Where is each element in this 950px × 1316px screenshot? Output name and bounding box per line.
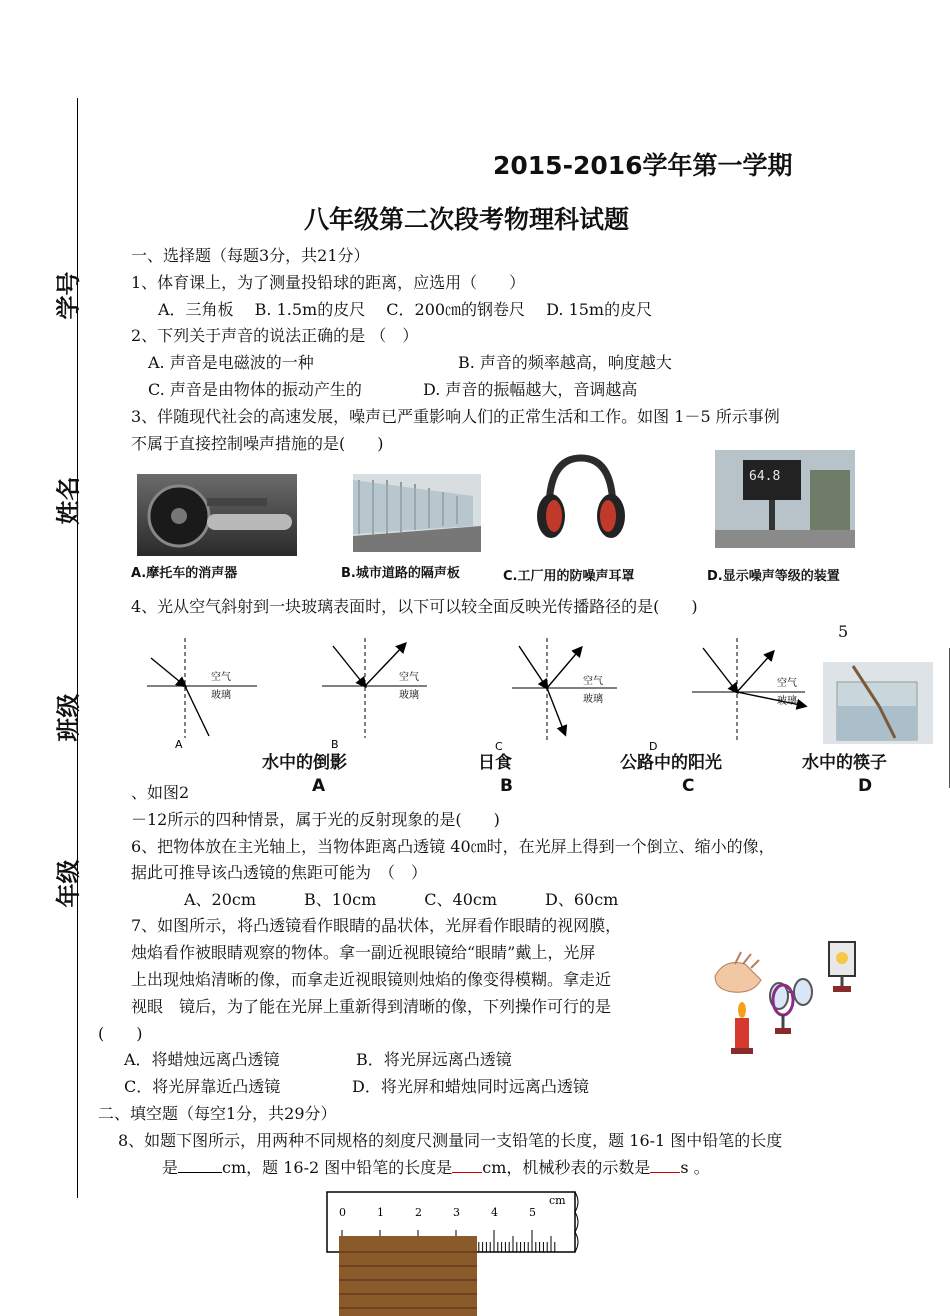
side-label-grade: 年级 [54, 859, 83, 908]
ruler-tick-1: 1 [377, 1206, 384, 1219]
q5-line2: －12所示的四种情景，属于光的反射现象的是( ) [131, 810, 500, 829]
q5-overlay-letter-a: A [312, 776, 326, 796]
q4-stem: 4、光从空气斜射到一块玻璃表面时，以下可以较全面反映光传播路径的是( ) [131, 597, 698, 616]
side-label-student-id: 学号 [54, 271, 83, 320]
q2-option-c: C. 声音是由物体的振动产生的 [148, 380, 362, 399]
q7-line4: 视眼 镜后，为了能在光屏上重新得到清晰的像，下列操作可行的是 [131, 997, 612, 1016]
q3-caption-a: A.摩托车的消声器 [131, 566, 238, 581]
q5-overlay-fragment-a: 水中的倒影 [262, 753, 347, 773]
q5-line1: 、如图2 [131, 783, 190, 802]
q4-diagram-b [322, 638, 427, 751]
q4-label-d: D [649, 740, 658, 753]
q7-line3: 上出现烛焰清晰的像，而拿走近视眼镜则烛焰的像变得模糊。拿走近 [131, 970, 612, 989]
q5-overlay-fragment-b: 日食 [478, 753, 512, 773]
ruler-tick-0: 0 [339, 1206, 346, 1219]
q5-overlay-fragment-d: 水中的筷子 [802, 753, 887, 773]
q5-overlay-letter-c: C [682, 776, 695, 796]
svg-text:玻璃: 玻璃 [583, 694, 603, 705]
q8-text-part3: cm，机械秒表的示数是 [482, 1158, 651, 1177]
q2-option-d: D. 声音的振幅越大，音调越高 [423, 380, 638, 399]
q8-text-part2: cm，题 16-2 图中铅笔的长度是 [222, 1158, 453, 1177]
q4-label-b: B [331, 738, 339, 751]
svg-text:空气: 空气 [777, 678, 797, 689]
ruler-unit: cm [549, 1194, 566, 1207]
q3-display-value: 64.8 [749, 469, 781, 484]
q6-options: A、20cm B、10cm C、40cm D、60cm [184, 890, 619, 909]
q7-option-a: A．将蜡烛远离凸透镜 [124, 1050, 280, 1069]
q4-stray-number: 5 [838, 622, 849, 641]
binding-line [77, 98, 78, 1198]
q1-options: A．三角板 B. 1.5m的皮尺 C．200㎝的钢卷尺 D. 15m的皮尺 [158, 300, 653, 319]
q3-caption-c: C.工厂用的防噪声耳罩 [503, 569, 635, 584]
q3-photo-sound-barrier [353, 474, 481, 552]
q1-stem: 1、体育课上，为了测量投铅球的距离，应选用（ ） [131, 273, 526, 292]
q7-eye-model-illustration [705, 934, 870, 1058]
q4-diagram-a [147, 638, 257, 751]
svg-text:玻璃: 玻璃 [777, 696, 797, 707]
side-label-name: 姓名 [54, 476, 83, 525]
q2-option-a: A. 声音是电磁波的一种 [148, 353, 314, 372]
q7-option-d: D．将光屏和蜡烛同时远离凸透镜 [352, 1077, 589, 1096]
q3-caption-b: B.城市道路的隔声板 [341, 566, 460, 581]
q2-option-b: B. 声音的频率越高，响度越大 [458, 353, 672, 372]
q4-diagram-c [495, 638, 617, 753]
q5-overlay-fragment-c: 公路中的阳光 [620, 753, 722, 773]
q8-blank-1[interactable] [178, 1158, 222, 1173]
q8-line1: 8、如题下图所示，用两种不同规格的刻度尺测量同一支铅笔的长度，题 16-1 图中铅笔的长度 [118, 1131, 783, 1150]
ruler-tick-4: 4 [491, 1206, 498, 1219]
svg-text:玻璃: 玻璃 [399, 690, 419, 701]
exam-term: 2015-2016学年第一学期 [493, 151, 793, 180]
q3-photo-noise-display [715, 450, 855, 548]
q5-photo-chopsticks-in-water [823, 662, 933, 744]
q3-photo-earmuffs [533, 452, 629, 542]
q2-stem: 2、下列关于声音的说法正确的是 （ ） [131, 326, 419, 345]
q8-blank-3[interactable] [650, 1158, 680, 1173]
q4-label-c: C [495, 740, 503, 753]
q4-label-a: A [175, 738, 183, 751]
q6-line2: 据此可推导该凸透镜的焦距可能为 （ ） [131, 863, 428, 882]
q3-stem-line2: 不属于直接控制噪声措施的是( ) [131, 434, 384, 453]
q5-overlay-letter-b: B [500, 776, 513, 796]
ruler-tick-5: 5 [529, 1206, 536, 1219]
svg-text:玻璃: 玻璃 [211, 690, 231, 701]
section1-heading: 一、选择题（每题3分，共21分） [131, 246, 370, 265]
q8-ruler-figure [325, 1188, 585, 1316]
q7-line2: 烛焰看作被眼睛观察的物体。拿一副近视眼镜给“眼睛”戴上，光屏 [131, 943, 596, 962]
q7-line5: ( ) [98, 1024, 143, 1043]
svg-text:空气: 空气 [399, 672, 419, 683]
q7-option-c: C．将光屏靠近凸透镜 [124, 1077, 281, 1096]
q8-line2 [162, 1158, 710, 1178]
svg-text:空气: 空气 [211, 672, 231, 683]
ruler-tick-2: 2 [415, 1206, 422, 1219]
exam-title: 八年级第二次段考物理科试题 [304, 205, 630, 234]
q3-photo-muffler [137, 474, 297, 556]
side-label-class: 班级 [54, 693, 83, 742]
q4-refraction-diagrams [137, 628, 827, 758]
q5-overlay-letter-d: D [858, 776, 873, 796]
q4-diagram-d [649, 638, 805, 753]
q8-blank-2[interactable] [452, 1158, 482, 1173]
section2-heading: 二、填空题（每空1分，共29分） [98, 1104, 337, 1123]
q3-stem-line1: 3、伴随现代社会的高速发展，噪声已严重影响人们的正常生活和工作。如图 1－5 所示事例 [131, 407, 780, 426]
ruler-tick-3: 3 [453, 1206, 460, 1219]
q3-caption-d: D.显示噪声等级的装置 [707, 569, 840, 584]
q8-text-part4: s 。 [680, 1158, 710, 1177]
q8-text-part1: 是 [162, 1158, 179, 1177]
svg-text:空气: 空气 [583, 676, 603, 687]
q6-line1: 6、把物体放在主光轴上，当物体距离凸透镜 40㎝时，在光屏上得到一个倒立、缩小的像， [131, 837, 775, 856]
q7-line1: 7、如图所示，将凸透镜看作眼睛的晶状体，光屏看作眼睛的视网膜， [131, 916, 622, 935]
q7-option-b: B．将光屏远离凸透镜 [356, 1050, 512, 1069]
